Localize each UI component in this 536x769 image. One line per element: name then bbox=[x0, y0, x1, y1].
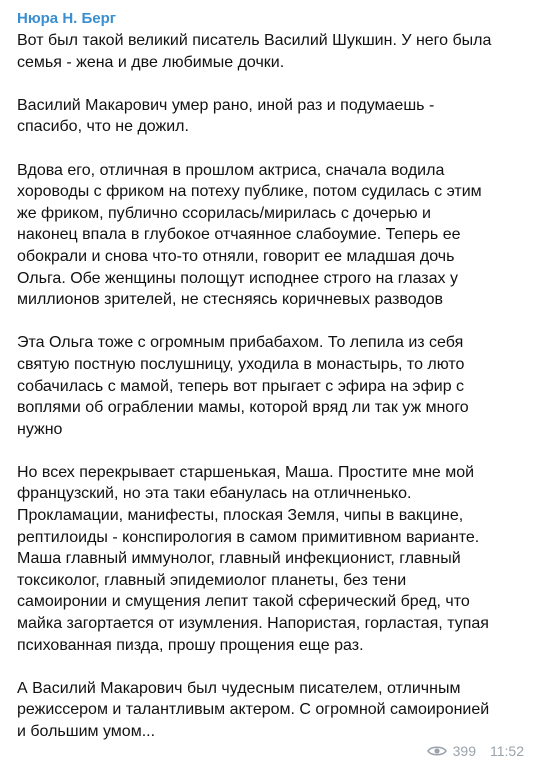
message-line: Вдова его, отличная в прошлом актриса, сначала водила bbox=[17, 161, 445, 179]
message-line: Но всех перекрывает старшенькая, Маша. Простите мне мой bbox=[17, 463, 475, 481]
message-line: французский, но эта таки ебанулась на отличненько. bbox=[17, 485, 412, 503]
message-paragraph bbox=[17, 160, 524, 311]
message-line: токсиколог, главный эпидемиолог планеты, без тени bbox=[17, 571, 407, 589]
message-line: Прокламации, манифесты, плоская Земля, чипы в вакцине, bbox=[17, 507, 464, 525]
message-line: спасибо, что не дожил. bbox=[17, 118, 189, 136]
message-meta bbox=[427, 743, 524, 759]
message-text bbox=[17, 30, 524, 743]
message-paragraph bbox=[17, 332, 524, 440]
message-line: рептилоиды - конспирология в самом примитивном варианте. bbox=[17, 528, 480, 546]
message-line: наконец впала в глубокое отчаянное слабоумие. Теперь ее bbox=[17, 226, 461, 244]
message-time: 11:52 bbox=[490, 743, 524, 759]
message-line: семья - жена и две любимые дочки. bbox=[17, 53, 285, 71]
message-paragraph bbox=[17, 462, 524, 656]
message-line: Эта Ольга тоже с огромным прибабахом. То лепила из себя bbox=[17, 334, 464, 352]
message-line: и большим умом... bbox=[17, 723, 156, 740]
message-line: режиссером и талантливым актером. С огромной самоиронией bbox=[17, 701, 490, 719]
message-line: Василий Макарович умер рано, иной раз и подумаешь - bbox=[17, 96, 435, 114]
eye-icon bbox=[427, 745, 447, 757]
message-line: обокрали и снова что-то отняли, говорит ее младшая дочь bbox=[17, 247, 455, 265]
message-line: святую постную послушницу, уходила в монастырь, то люто bbox=[17, 355, 465, 373]
view-count: 399 bbox=[452, 743, 476, 759]
message-line: психованная пизда, прошу прощения еще раз. bbox=[17, 636, 364, 654]
message-paragraph bbox=[17, 678, 524, 743]
message-paragraph bbox=[17, 30, 524, 73]
message-line: же фриком, публично ссорилась/мирилась с дочерью и bbox=[17, 204, 431, 222]
message-line: собачилась с мамой, теперь вот прыгает с эфира на эфир с bbox=[17, 377, 465, 395]
message-line: Вот был такой великий писатель Василий Шукшин. У него была bbox=[17, 32, 492, 49]
message-line: Ольга. Обе женщины полощут исподнее строго на глазах у bbox=[17, 269, 458, 287]
sender-name[interactable]: Нюра Н. Берг bbox=[17, 10, 117, 27]
message-line: миллионов зрителей, не стесняясь коричневых разводов bbox=[17, 291, 444, 309]
message-line: майка загортается от изумления. Напористая, горластая, тупая bbox=[17, 615, 489, 633]
message-line: хороводы с фриком на потеху публике, потом судилась с этим bbox=[17, 183, 482, 201]
message-line: самоиронии и смущения лепит такой сферический бред, что bbox=[17, 593, 470, 611]
message-line: воплями об ограблении мамы, которой вряд ли так уж много bbox=[17, 399, 469, 417]
message-paragraph bbox=[17, 95, 524, 138]
message-line: нужно bbox=[17, 420, 63, 438]
message-line: Маша главный иммунолог, главный инфекционист, главный bbox=[17, 550, 461, 568]
message-line: А Василий Макарович был чудесным писателем, отличным bbox=[17, 679, 461, 697]
